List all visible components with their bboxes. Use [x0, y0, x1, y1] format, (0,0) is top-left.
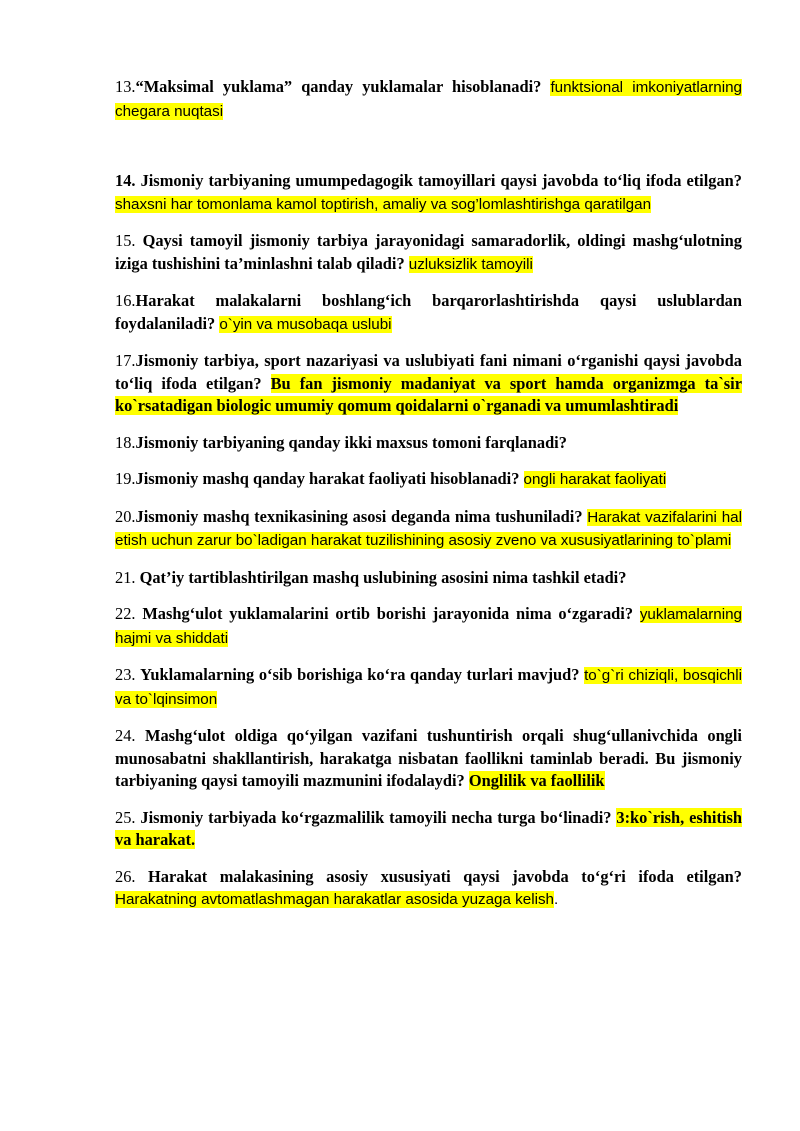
question-22 [115, 603, 742, 650]
question-16 [115, 290, 742, 336]
question-text: Harakat malakasining asosiy xususiyati qaysi javobda to‘g‘ri ifoda etilgan? [148, 866, 742, 886]
question-number: 18. [115, 432, 136, 452]
question-list [115, 76, 742, 926]
question-number: 23. [115, 665, 136, 684]
answer-trailing-period: . [554, 891, 559, 908]
question-number: 19. [115, 469, 136, 488]
question-number: 24. [115, 726, 136, 745]
question-20 [115, 506, 742, 553]
question-number: 17. [115, 351, 136, 370]
question-17 [115, 350, 742, 418]
question-19 [115, 468, 742, 492]
answer-highlight: Bu fan jismoniy madaniyat va sport hamda organizmga ta`sir ko`rsatadigan biologic umumiy qomum qoidalarni o`rganadi va umumlashtiradi [115, 373, 742, 415]
question-text: Mashg‘ulot yuklamalarini ortib borishi jarayonida nima o‘zgaradi? [142, 604, 634, 623]
answer-highlight: shaxsni har tomonlama kamol toptirish, amaliy va sog’lomlashtirishga qaratilgan [115, 195, 652, 213]
question-number: 15. [115, 231, 136, 250]
question-26 [115, 866, 742, 912]
question-text: Jismoniy mashq texnikasining asosi deganda nima tushuniladi? [135, 506, 583, 526]
answer-highlight: to`g`ri chiziqli, bosqichli va to`lqinsimon [115, 667, 742, 708]
answer-highlight: uzluksizlik tamoyili [408, 255, 533, 273]
answer-highlight: o`yin va musobaqa uslubi [219, 315, 392, 333]
question-21 [115, 567, 742, 590]
question-13 [115, 76, 742, 123]
answer-highlight: ongli harakat faoliyati [523, 471, 667, 488]
question-text: Harakat malakalarni boshlang‘ich barqarorlashtirishda qaysi uslublardan foydalaniladi? [115, 291, 742, 333]
question-text: Jismoniy tarbiyaning qanday ikki maxsus tomoni farqlanadi? [135, 432, 567, 452]
answer-highlight: Harakatning avtomatlashmagan harakatlar asosida yuzaga kelish [115, 891, 554, 908]
question-text: Qaysi tamoyil jismoniy tarbiya jarayonidagi samaradorlik, oldingi mashg‘ulotning iziga tushishini ta’minlashni talab qiladi? [115, 231, 742, 273]
question-number: 26. [115, 866, 136, 886]
question-number: 16. [115, 291, 136, 310]
question-18 [115, 432, 742, 455]
question-number: 22. [115, 604, 136, 623]
question-text: Jismoniy tarbiyada ko‘rgazmalilik tamoyili necha turga bo‘linadi? [140, 807, 612, 827]
question-24 [115, 725, 742, 793]
question-14 [115, 170, 742, 216]
answer-highlight: Harakat vazifalarini hal etish uchun zarur bo`ladigan harakat tuzilishining asosiy zveno va xususiyatlarining to`plami [115, 508, 742, 549]
question-number: 25. [115, 807, 136, 827]
question-text: Mashg‘ulot oldiga qo‘yilgan vazifani tushuntirish orqali shug‘ullanivchida ongli munosabatni shakllantirish, harakatga nisbatan faollikni taminlab beradi. Bu jismoniy tarbiyaning qaysi tamoyili mazmunini ifodalaydi? [115, 726, 742, 790]
question-number: 13. [115, 77, 136, 96]
question-text: Yuklamalarning o‘sib borishiga ko‘ra qanday turlari mavjud? [140, 665, 580, 684]
question-text: “Maksimal yuklama” qanday yuklamalar hisoblanadi? [135, 77, 542, 96]
question-text: Jismoniy tarbiyaning umumpedagogik tamoyillari qaysi javobda to‘liq ifoda etilgan? [140, 171, 742, 190]
question-25 [115, 807, 742, 852]
question-number: 14. [115, 171, 136, 190]
question-text: Qat’iy tartiblashtirilgan mashq uslubining asosini nima tashkil etadi? [139, 567, 627, 587]
question-23 [115, 664, 742, 711]
question-15 [115, 230, 742, 276]
question-text: Jismoniy tarbiya, sport nazariyasi va uslubiyati fani nimani o‘rganishi qaysi javobda to‘liq ifoda etilgan? [115, 351, 742, 393]
answer-highlight: funktsional imkoniyatlarning chegara nuqtasi [115, 79, 742, 120]
answer-highlight: 3:ko`rish, eshitish va harakat. [115, 807, 742, 849]
answer-highlight: yuklamalarning hajmi va shiddati [115, 606, 742, 647]
question-number: 20. [115, 506, 136, 526]
answer-highlight: Onglilik va faollilik [468, 771, 605, 790]
question-text: Jismoniy mashq qanday harakat faoliyati hisoblanadi? [135, 469, 520, 488]
question-number: 21. [115, 567, 136, 587]
